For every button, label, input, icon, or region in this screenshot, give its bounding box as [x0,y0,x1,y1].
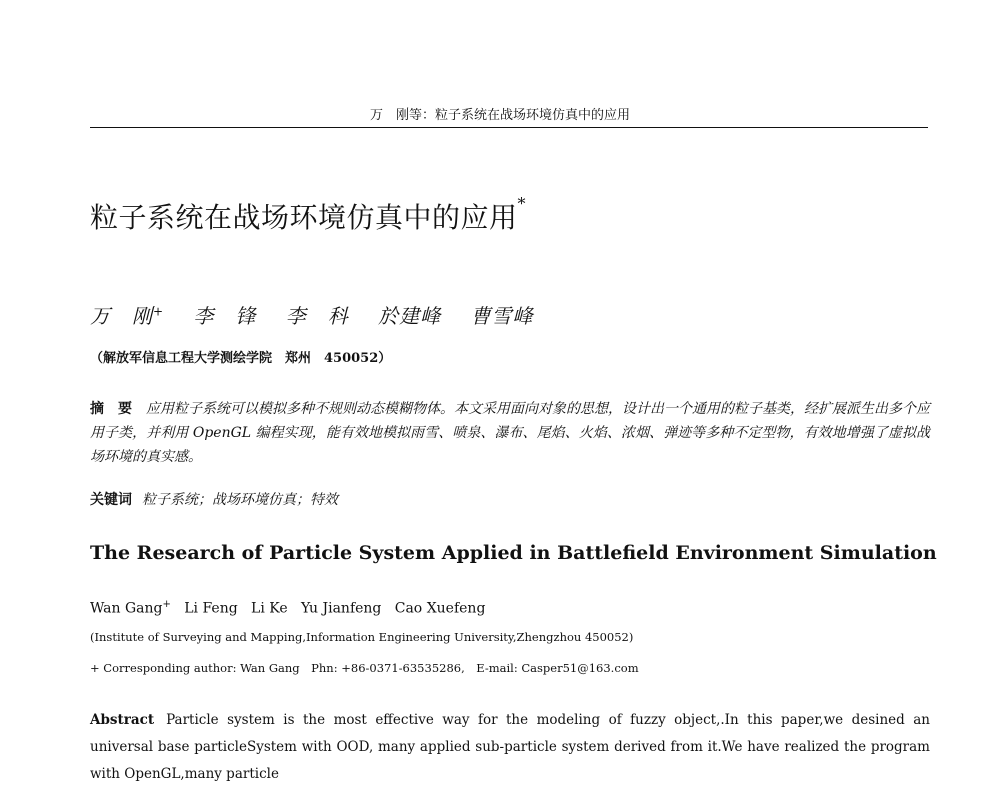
keywords-cn-label: 关键词 [90,492,132,508]
corresponding-mark-cn: + [153,304,165,319]
abstract-cn-label: 摘 要 [90,401,132,417]
author-cn-5: 曹雪峰 [470,304,534,328]
affiliation-cn: （解放军信息工程大学测绘学院 郑州 450052） [90,351,392,366]
author-en-5: Cao Xuefeng [394,600,486,617]
abstract-cn-body: 应用粒子系统可以模拟多种不规则动态模糊物体。本文采用面向对象的思想，设计出一个通用的粒子基类，经扩展派生出多个应用子类，并利用 OpenGL 编程实现，能有效地模拟雨雪、喷泉、瀑布、尾焰、火焰、浓烟、弹迹等多种不定型物，有效地增强了虚拟战场环境的真实感。 [90,401,930,465]
corresponding-mark-en: + [162,599,171,610]
author-en-1: Wan Gang [90,600,163,617]
paper-title-en: The Research of Particle System Applied in Battlefield Environment Simulation [90,542,937,564]
abstract-en [90,707,930,788]
author-cn-2: 李 锋 [193,304,257,328]
paper-title-cn [90,196,526,236]
author-cn-1-name: 万 刚 [90,304,153,328]
title-cn-text: 粒子系统在战场环境仿真中的应用 [90,201,518,234]
corresponding-author: + Corresponding author: Wan Gang Phn: +86-0371-63535286, E-mail: Casper51@163.com [90,661,639,675]
keywords-cn [90,489,338,509]
author-cn-3: 李 科 [285,304,349,328]
title-footnote-mark: * [517,194,527,213]
abstract-cn [90,397,930,469]
author-list-cn [90,300,556,329]
author-en-2: Li Feng [184,600,238,617]
abstract-en-body: Particle system is the most effective way for the modeling of fuzzy object,.In this paper,we desined an universal base particleSystem with OOD, many applied sub-particle system derived from it.We have realized the program with OpenGL,many particle [90,712,930,782]
author-cn-4: 於建峰 [378,304,442,328]
author-en-3: Li Ke [251,600,288,617]
abstract-en-label: Abstract [90,712,155,728]
author-list-en [90,599,485,617]
running-header: 万 刚等：粒子系统在战场环境仿真中的应用 [369,108,630,123]
keywords-cn-list: 粒子系统；战场环境仿真；特效 [142,492,338,508]
author-en-4: Yu Jianfeng [301,600,382,617]
affiliation-en: (Institute of Surveying and Mapping,Information Engineering University,Zhengzhou 450052) [90,630,634,644]
author-cn-1 [90,304,164,328]
header-rule [90,127,928,128]
